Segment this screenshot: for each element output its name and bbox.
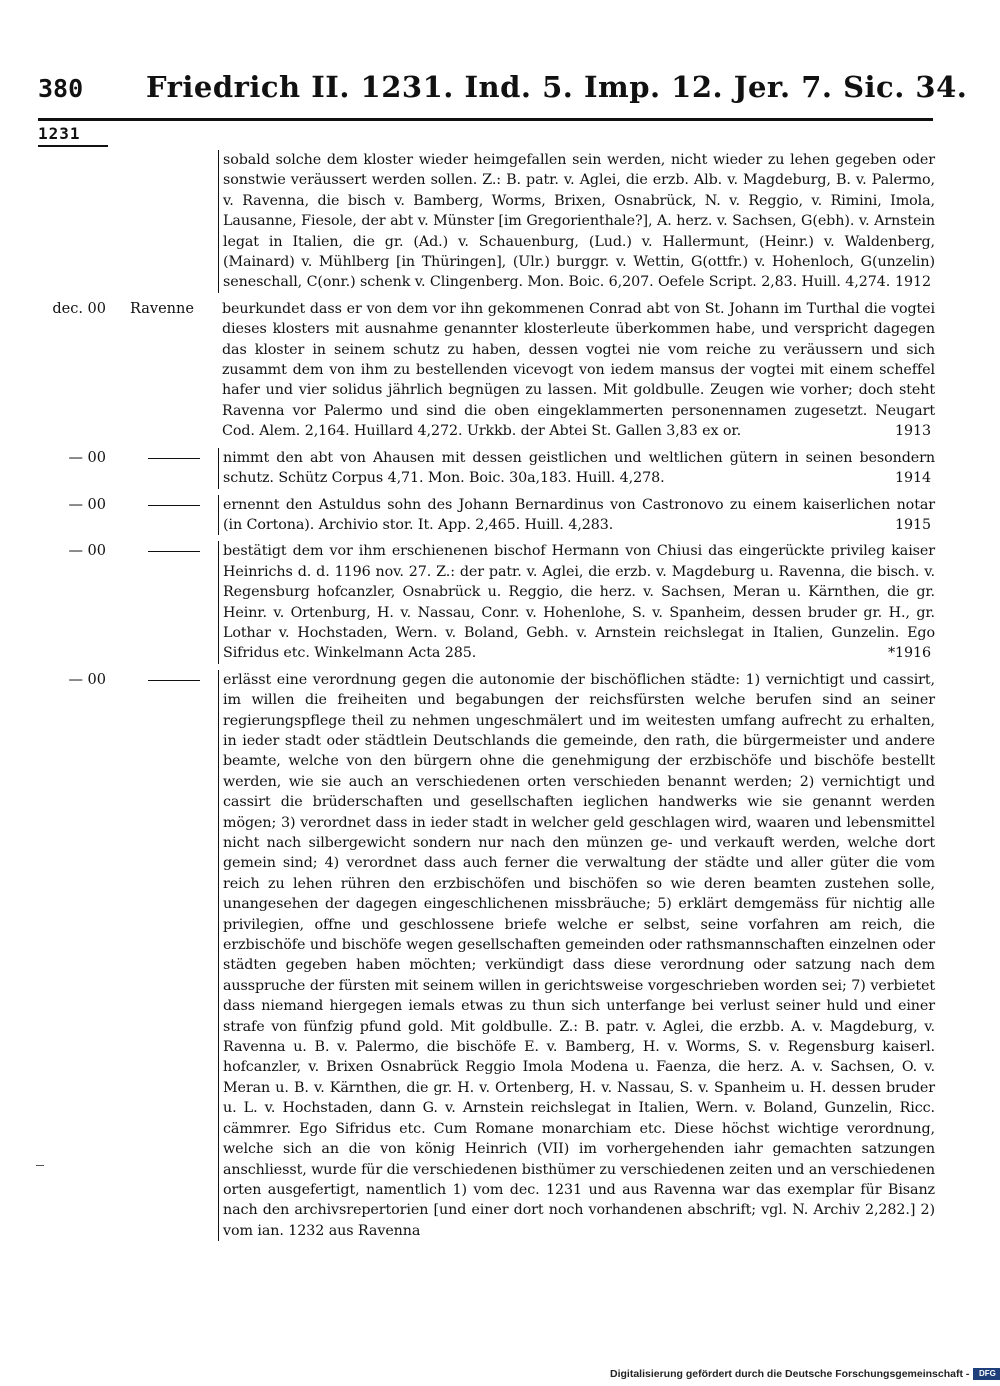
entry-text	[223, 150, 935, 293]
digitization-credit	[610, 1368, 1000, 1380]
margin-tick	[36, 1165, 44, 1166]
entry-place-dash	[114, 495, 218, 536]
regest-entry	[38, 299, 938, 442]
regest-entry	[38, 541, 938, 663]
regest-entries	[38, 150, 938, 1241]
entry-place: Ravenne	[130, 300, 194, 317]
entry-date	[38, 150, 114, 293]
entry-text-column	[218, 299, 935, 442]
credit-text: Digitalisierung gefördert durch die Deutsche Forschungsgemeinschaft -	[610, 1368, 970, 1380]
entry-number: *1916	[887, 645, 931, 662]
year-label: 1231	[38, 124, 81, 143]
entry-date: — 00	[68, 543, 106, 560]
entry-text-content: erlässt eine verordnung gegen die autonomie der bischöflichen städte: 1) vernichtigt und cassirt, im willen die freiheiten und begabungen der reichsfürsten welche berufen sind an seiner regierungspflege theil zu nehmen ungeschmälert und im weitesten umfang aufrecht zu erhalten, in ieder stadt oder städtlein Deutschlands die gemeinde, den rath, die bürgermeister und andere beamte, welche von den bürgern ohne die genehmigung der erzbischöfe und bischöfe bestellt werden, wie sie auch an verschiedenen orten verschieden benannt werden; 2) vernichtigt und cassirt die brüderschaften und gesellschaften ieglichen handwerks wie sie genannt werden mögen; 3) verordnet dass in ieder stadt in welcher geld geschlagen wird, waaren und lebensmittel nicht nach silbergewicht sondern nur nach den münzen ge- und verkauft werden, welche dort gemein sind; 4) verordnet dass auch ferner die verwaltung der städte und aller güter die vom reich zu lehen rühren den erzbischöfen und bischöfen so wie deren beamten zustehen solle, unangesehen der dagegen eingeschlichenen missbräuche; 5) erklärt demgemäss für nichtig alle privilegien, offne und geschlossene briefe welche er selbst, seine vorfahren am reich, die erzbischöfe und bischöfe wegen gesellschaften gemeinden oder rathsmannschaften einzelnen oder städten gegeben haben möchten; verkündigt dass diese verordnung oder satzung nach dem ausspruche der fürsten mit seinem willen in gerichtsweise vorgeschrieben worden sei; 7) verbietet dass niemand hiergegen iemals etwas zu thun sich unterfange bei verlust seiner huld und einer strafe von fünfzig pfund gold. Mit goldbulle. Z.: B. patr. v. Aglei, die erzbb. A. v. Magdeburg, v. Ravenna u. B. v. Palermo, die bischöfe E. v. Bamberg, H. v. Worms, S. v. Regensburg kaiserl. hofcanzler, v. Brixen Osnabrück Reggio Imola Modena u. Faenza, die herz. A. v. Sachsen, O. v. Meran u. B. v. Kärnthen, die gr. H. v. Ortenberg, H. v. Nassau, S. v. Spanheim u. H. dessen bruder u. L. v. Hochstaden, dann G. v. Arnstein reichslegat in Italien, Wern. v. Boland, Gunzelin, Ricc. cämmrer. Ego Sifridus etc. Cum Romane monarchiam etc. Diese höchst wichtige verordnung, welche sich an die von könig Heinrich (VII) im vorhergehenden iahr gemachten satzungen anschliesst, wurde für die verschiedenen bisthümer zu verschiedenen zeiten und an verschiedenen orten ausgefertigt, namentlich 1) vom dec. 1231 und aus Ravenna war das exemplar für Bisanz nach den archivsrepertorien [und einer dort noch vorhandenen abschrift; vgl. N. Archiv 2,282.] 2) vom ian. 1232 aus Ravenna	[223, 671, 935, 1239]
entry-text-column	[218, 150, 935, 293]
running-title: Friedrich II. 1231. Ind. 5. Imp. 12. Jer. 7. Sic. 34.	[146, 70, 968, 104]
entry-text	[223, 670, 935, 1241]
entry-number: 1914	[895, 470, 931, 487]
entry-text	[223, 448, 935, 489]
entry-text-column	[218, 495, 935, 536]
page-number: 380	[38, 74, 84, 103]
entry-date: — 00	[68, 496, 106, 513]
entry-place-dash	[114, 541, 218, 663]
entry-text-column	[218, 448, 935, 489]
page-header	[38, 70, 968, 110]
entry-number: 1912	[895, 274, 931, 291]
entry-text-content: ernennt den Astuldus sohn des Johann Bernardinus von Castronovo zu einem kaiserlichen notar (in Cortona). Archivio stor. It. App. 2,465. Huill. 4,283.	[223, 496, 935, 533]
entry-text-content: beurkundet dass er von dem vor ihn gekommenen Conrad abt von St. Johann im Turthal die vogtei dieses klosters mit ausnahme genannter klosterleute überkommen habe, und verspricht dagegen das kloster in seinem schutz zu haben, dessen vogtei nie vom reiche zu veräussern und sich zusammt dem von ihm zu bestellenden vicevogt von iedem mansus der vogtei mit einem scheffel hafer und vier solidus jährlich begnügen zu lassen. Mit goldbulle. Zeugen wie vorher; doch steht Ravenna vor Palermo und sind die oben eingeklammerten personennamen zugesetzt. Neugart Cod. Alem. 2,164. Huillard 4,272. Urkkb. der Abtei St. Gallen 3,83 ex or.	[222, 300, 935, 440]
regest-entry	[38, 670, 938, 1241]
entry-number: 1913	[895, 423, 931, 440]
entry-date: — 00	[68, 449, 106, 466]
entry-date: dec. 00	[52, 300, 106, 317]
header-rule	[38, 118, 933, 121]
year-underline	[38, 145, 108, 147]
entry-text	[223, 495, 935, 536]
entry-text	[223, 541, 935, 663]
entry-date: — 00	[68, 671, 106, 688]
dfg-logo-icon: DFG	[973, 1368, 1000, 1380]
regest-entry	[38, 448, 938, 489]
entry-text-column	[218, 541, 935, 663]
regest-entry	[38, 150, 938, 293]
entry-text-content: bestätigt dem vor ihm erschienenen bischof Hermann von Chiusi das eingerückte privileg kaiser Heinrichs d. d. 1196 nov. 27. Z.: der patr. v. Aglei, die erzb. v. Magdeburg u. Ravenna, die bisch. v. Regensburg hofcanzler, Osnabrück u. Reggio, die herz. v. Sachsen, Meran u. Kärnthen, die gr. Heinr. v. Ortenburg, H. v. Nassau, Conr. v. Hohenlohe, S. v. Spanheim, dessen bruder gr. H., gr. Lothar v. Hochstaden, Wern. v. Boland, Gebh. v. Arnstein reichslegat in Italien, Gunzelin. Ego Sifridus etc. Winkelmann Acta 285.	[223, 543, 935, 662]
entry-place-dash	[114, 670, 218, 1241]
entry-text	[222, 299, 935, 442]
entry-number: 1915	[895, 516, 931, 533]
entry-place-dash	[114, 448, 218, 489]
entry-place	[114, 150, 218, 293]
entry-text-content: sobald solche dem kloster wieder heimgefallen sein werden, nicht wieder zu lehen gegeben oder sonstwie veräussert werden sollen. Z.: B. patr. v. Aglei, die erzb. Alb. v. Magdeburg, B. v. Palermo, v. Ravenna, die bisch v. Bamberg, Worms, Brixen, Osnabrück, N. v. Reggio, v. Rimini, Imola, Lausanne, Fiesole, der abt v. Münster [im Gregorienthale?], A. herz. v. Sachsen, G(ebh). v. Arnstein legat in Italien, die gr. (Ad.) v. Schauenburg, (Lud.) v. Hallermunt, (Heinr.) v. Waldenberg, (Mainard) v. Mühlberg [in Thüringen], (Ulr.) burggr. v. Wettin, G(ottfr.) v. Hohenloch, G(unzelin) seneschall, C(onr.) schenk v. Clingenberg. Mon. Boic. 6,207. Oefele Script. 2,83. Huill. 4,274.	[223, 152, 935, 291]
regest-entry	[38, 495, 938, 536]
entry-text-content: nimmt den abt von Ahausen mit dessen geistlichen und weltlichen gütern in seinen besondern schutz. Schütz Corpus 4,71. Mon. Boic. 30a,183. Huill. 4,278.	[223, 449, 935, 487]
entry-text-column	[218, 670, 935, 1241]
